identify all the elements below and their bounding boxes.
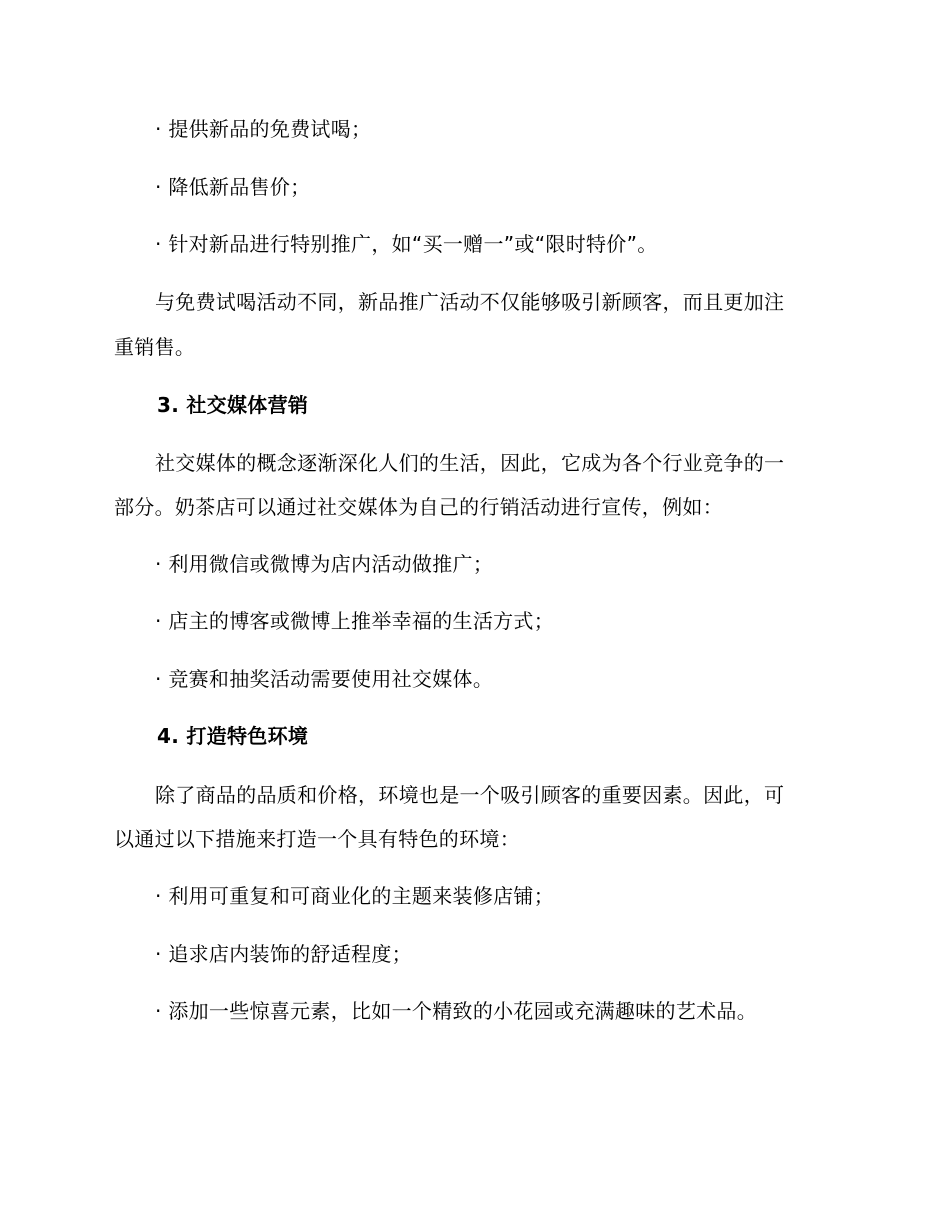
section-3-paragraph-line-1: 社交媒体的概念逐渐深化人们的生活，因此，它成为各个行业竞争的一	[155, 451, 785, 475]
paragraph-1-line-2: 重销售。	[114, 335, 196, 359]
section-4-paragraph-line-1: 除了商品的品质和价格，环境也是一个吸引顾客的重要因素。因此，可	[155, 783, 785, 807]
section-4-bullet-3: · 添加一些惊喜元素，比如一个精致的小花园或充满趣味的艺术品。	[155, 999, 758, 1023]
section-3-bullet-2: · 店主的博客或微博上推举幸福的生活方式；	[155, 609, 555, 633]
section-3-bullet-1: · 利用微信或微博为店内活动做推广；	[155, 552, 494, 576]
paragraph-1-line-1: 与免费试喝活动不同，新品推广活动不仅能够吸引新顾客，而且更加注	[155, 290, 785, 314]
bullet-free-trial: · 提供新品的免费试喝；	[155, 117, 372, 141]
section-4-bullet-2: · 追求店内装饰的舒适程度；	[155, 942, 412, 966]
section-3-bullet-3: · 竞赛和抽奖活动需要使用社交媒体。	[155, 667, 494, 691]
section-4-bullet-1: · 利用可重复和可商业化的主题来装修店铺；	[155, 884, 555, 908]
section-4-heading: 4. 打造特色环境	[157, 724, 309, 748]
section-4-paragraph-line-2: 以通过以下措施来打造一个具有特色的环境：	[114, 827, 520, 851]
section-3-heading: 3. 社交媒体营销	[157, 393, 309, 417]
bullet-lower-price: · 降低新品售价；	[155, 175, 311, 199]
bullet-special-promotion: · 针对新品进行特别推广，如“买一赠一”或“限时特价”。	[155, 232, 658, 256]
section-3-paragraph-line-2: 部分。奶茶店可以通过社交媒体为自己的行销活动进行宣传，例如：	[114, 495, 723, 519]
